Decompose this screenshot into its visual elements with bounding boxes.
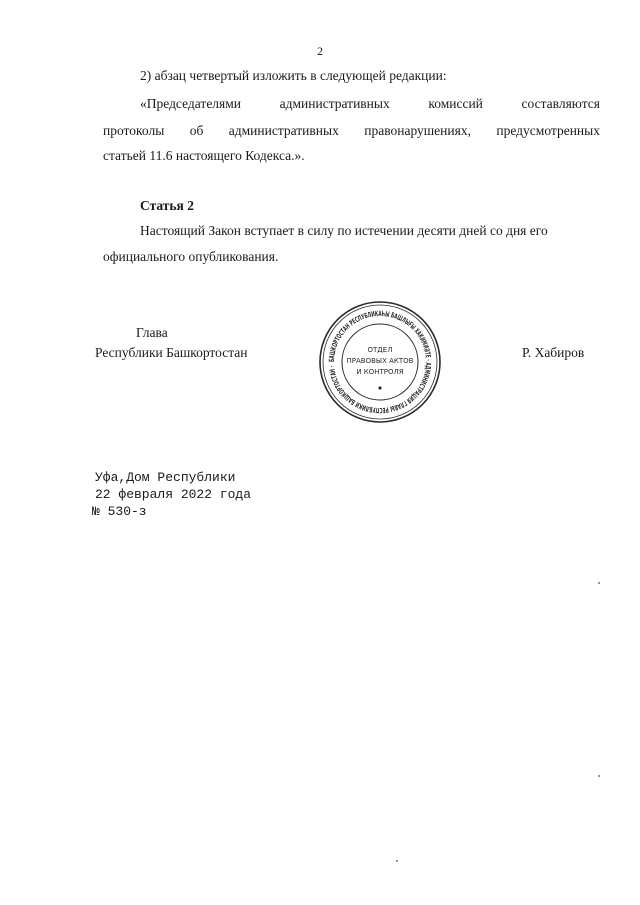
quote-word: правонарушениях, xyxy=(364,123,471,138)
scan-speck xyxy=(598,582,600,584)
quote-word: комиссий xyxy=(428,96,483,111)
stamp-star-icon xyxy=(378,386,381,389)
quote-line-2 xyxy=(103,123,600,139)
stamp-ring-text: БАШКОРТОСТАН РЕСПУБЛИКАҺЫ БАШЛЫҒЫ ХАКИМИӘТЕ · АДМИНИСТРАЦИЯ ГЛАВЫ РЕСПУБЛИКИ БАШКОРТОСТАН · xyxy=(326,308,434,416)
quote-word: об xyxy=(189,123,204,138)
quote-word: составляются xyxy=(521,96,600,111)
quote-line-1 xyxy=(140,96,600,112)
quote-word: «Председателями xyxy=(140,96,242,111)
quote-word: административных xyxy=(228,123,339,138)
signature-title-line-2: Республики Башкортостан xyxy=(95,345,248,360)
article-text-line-2: официального опубликования. xyxy=(103,249,279,264)
stamp-center-line-2: ПРАВОВЫХ АКТОВ xyxy=(346,357,414,365)
signature-title-line-1: Глава xyxy=(136,325,168,340)
quote-word: протоколы xyxy=(103,123,165,138)
signatory-name: Р. Хабиров xyxy=(522,345,585,360)
amendment-paragraph: 2) абзац четвертый изложить в следующей редакции: xyxy=(140,68,447,83)
stamp-center-line-1: ОТДЕЛ xyxy=(367,346,393,354)
footer-place: Уфа,Дом Республики xyxy=(95,470,236,485)
page-number: 2 xyxy=(317,44,323,58)
footer-date: 22 февраля 2022 года xyxy=(95,487,252,502)
article-text-line-1: Настоящий Закон вступает в силу по истечении десяти дней со дня его xyxy=(140,223,548,238)
quote-word: предусмотренных xyxy=(496,123,600,138)
footer-number: № 530-з xyxy=(92,504,147,519)
stamp-center-line-3: И КОНТРОЛЯ xyxy=(356,368,404,376)
scan-speck xyxy=(598,775,600,777)
quote-word: административных xyxy=(279,96,390,111)
article-heading: Статья 2 xyxy=(140,198,194,213)
official-stamp xyxy=(318,300,442,424)
quote-line-3: статьей 11.6 настоящего Кодекса.». xyxy=(103,148,305,163)
scan-speck xyxy=(396,860,398,862)
